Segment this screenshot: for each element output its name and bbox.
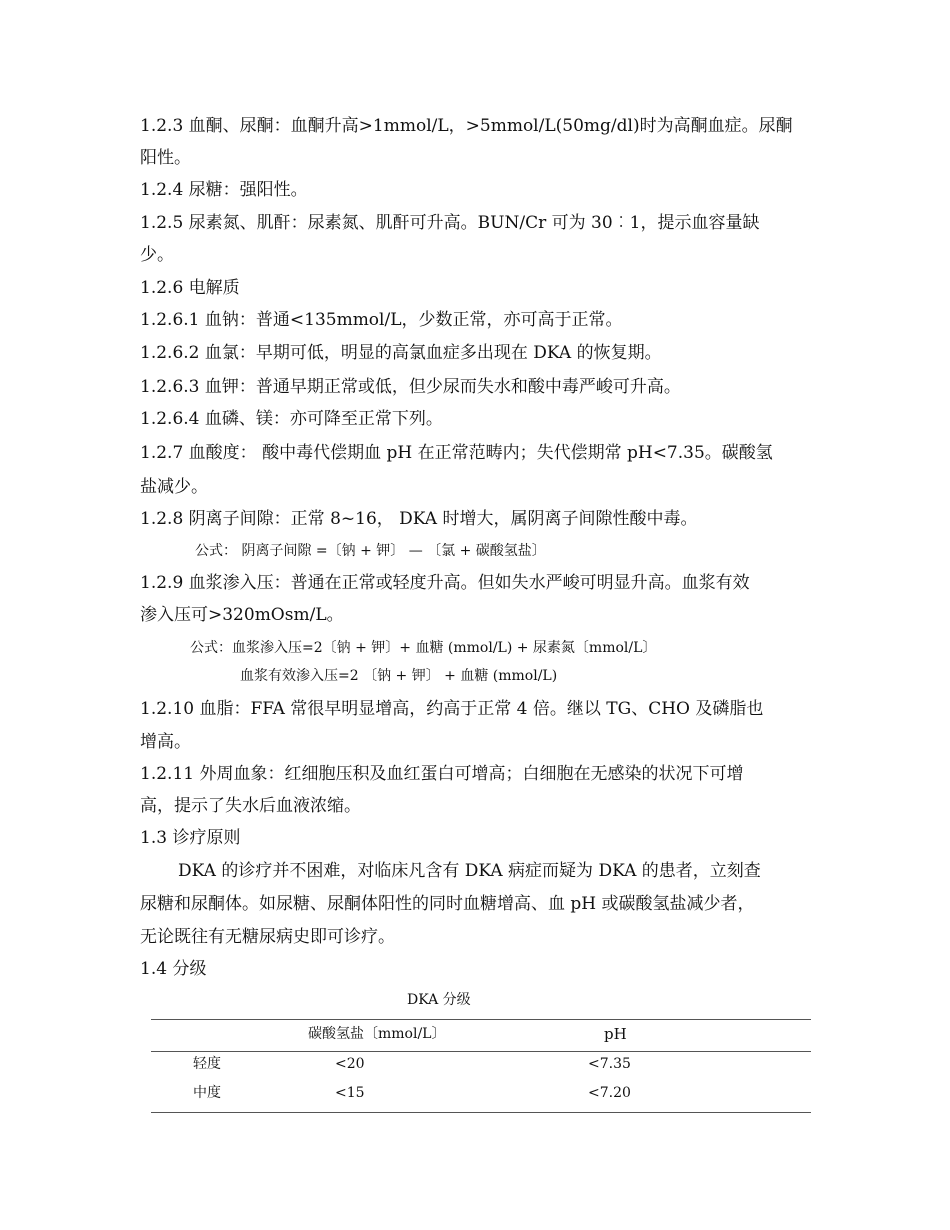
text-line: 渗入压可>320mOsm/L。 — [140, 605, 344, 625]
formula-plasma-osmolality: 公式：血浆渗入压=2〔钠 + 钾〕+ 血糖 (mmol/L) + 尿素氮〔mmol/L〕 — [190, 640, 657, 656]
table-caption: DKA 分级 — [407, 992, 471, 1008]
paragraph-line: 无论既往有无糖尿病史即可诊疗。 — [140, 927, 395, 947]
text-line: 1.2.6.4 血磷、镁：亦可降至正常下列。 — [140, 409, 443, 429]
paragraph-line: 尿糖和尿酮体。如尿糖、尿酮体阳性的同时血糖增高、血 pH 或碳酸氢盐减少者， — [140, 894, 755, 914]
text-line: 1.2.6.1 血钠：普通<135mmol/L，少数正常，亦可高于正常。 — [140, 310, 623, 330]
grading-table — [151, 1019, 811, 1113]
table-cell: <7.20 — [588, 1085, 631, 1101]
text-line: 盐减少。 — [140, 477, 208, 497]
formula-effective-osmolality: 血浆有效渗入压=2 〔钠 + 钾〕 + 血糖 (mmol/L) — [240, 668, 558, 684]
text-line: 阳性。 — [140, 148, 191, 168]
table-cell: <15 — [335, 1085, 365, 1101]
section-heading: 1.3 诊疗原则 — [140, 828, 241, 848]
text-line: 1.2.4 尿糖：强阳性。 — [140, 180, 308, 200]
text-line: 1.2.3 血酮、尿酮：血酮升高>1mmol/L，>5mmol/L(50mg/dl)时为高酮血症。尿酮 — [140, 116, 793, 136]
paragraph-line: DKA 的诊疗并不困难，对临床凡含有 DKA 病症而疑为 DKA 的患者，立刻查 — [178, 861, 761, 881]
text-line: 1.2.5 尿素氮、肌酐：尿素氮、肌酐可升高。BUN/Cr 可为 30︰1，提示血容量缺 — [140, 213, 760, 233]
section-heading: 1.4 分级 — [140, 959, 207, 979]
table-cell: <7.35 — [588, 1056, 631, 1072]
formula-anion-gap: 公式： 阴离子间隙 =〔钠 + 钾〕 — 〔氯 + 碳酸氢盐〕 — [195, 543, 546, 559]
text-line: 1.2.6.2 血氯：早期可低，明显的高氯血症多出现在 DKA 的恢复期。 — [140, 343, 662, 363]
text-line: 1.2.7 血酸度： 酸中毒代偿期血 pH 在正常范畴内；失代偿期常 pH<7.35。碳酸氢 — [140, 443, 773, 463]
text-line: 高，提示了失水后血液浓缩。 — [140, 796, 361, 816]
table-cell: <20 — [335, 1056, 365, 1072]
text-line: 1.2.11 外周血象：红细胞压积及血红蛋白可增高；白细胞在无感染的状况下可增 — [140, 764, 744, 784]
table-header: pH — [604, 1025, 627, 1043]
text-line: 1.2.9 血浆渗入压：普通在正常或轻度升高。但如失水严峻可明显升高。血浆有效 — [140, 573, 750, 593]
text-line: 1.2.6 电解质 — [140, 278, 240, 298]
text-line: 少。 — [140, 245, 174, 265]
text-line: 1.2.6.3 血钾：普通早期正常或低，但少尿而失水和酸中毒严峻可升高。 — [140, 377, 681, 397]
text-line: 增高。 — [140, 732, 191, 752]
table-header: 碳酸氢盐〔mmol/L〕 — [308, 1026, 446, 1042]
table-divider — [151, 1051, 811, 1052]
table-cell: 中度 — [193, 1085, 221, 1101]
text-line: 1.2.8 阴离子间隙：正常 8~16， DKA 时增大，属阴离子间隙性酸中毒。 — [140, 509, 698, 529]
table-cell: 轻度 — [193, 1056, 221, 1072]
text-line: 1.2.10 血脂：FFA 常很早明显增高，约高于正常 4 倍。继以 TG、CHO 及磷脂也 — [140, 699, 764, 719]
